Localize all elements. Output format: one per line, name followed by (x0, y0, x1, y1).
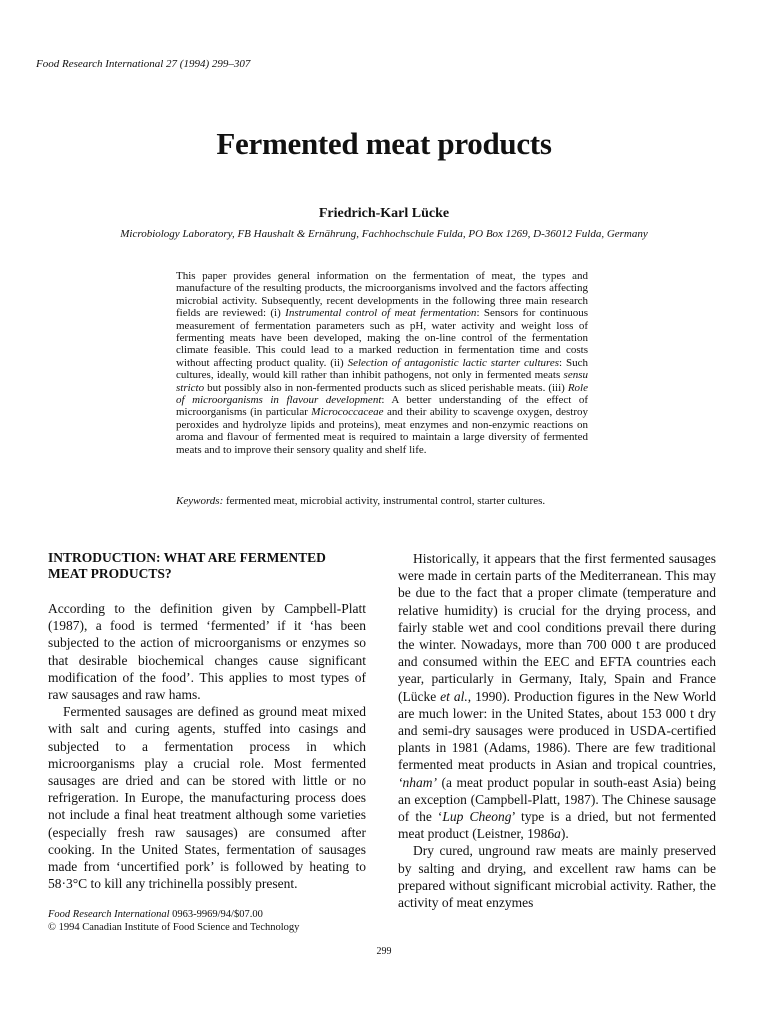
paragraph: Fermented sausages are defined as ground meat mixed with salt and curing agents, stuffed into casings and subjected to a fermentation process in which microorganisms play a crucial role. Most fermented sausages are dried and can be stored with little or no refrigeration. In Europe, the manufacturing process does not include a final heat treatment although some varieties (especially fresh raw sausages) are consumed after cooking. In the United States, fermentation of sausages made from ‘uncertified pork’ is followed by heating to 58·3°C to kill any trichinella possibly present. (48, 704, 366, 892)
paragraph-text: ’ type is a dried, but not fermented meat product (Leistner, 1986 (398, 809, 716, 842)
page-number: 299 (376, 946, 392, 957)
footnote-journal: Food Research International (48, 909, 170, 920)
footnote (48, 909, 299, 934)
abstract-emphasis: Micrococcaceae (311, 406, 384, 419)
footnote-code: 0963-9969/94/$07.00 (169, 909, 263, 920)
abstract-text: : A better understanding of the effect of microorganisms (in particular (176, 394, 588, 419)
paper-title: Fermented meat products (216, 126, 552, 161)
left-column (48, 550, 366, 892)
paragraph (398, 550, 716, 842)
abstract (176, 270, 588, 456)
abstract-text: : Sensors for continuous measurement of fermentation parameters such as pH, water activity and weight loss of fermenting meats have been developed, making the on-line control of the fermentation climate feasible. This could lead to a marked reduction in fermentation time and costs without affecting product quality. (ii) (176, 307, 588, 369)
abstract-text: : Such cultures, ideally, would kill rather than inhibit pathogens, not only in fermented meats (176, 356, 588, 382)
abstract-text: but possibly also in non-fermented products such as sliced perishable meats. (iii) (204, 381, 568, 394)
paragraph-emphasis: et al. (440, 688, 468, 704)
abstract-text: This paper provides general information on the fermentation of meat, the types and manufacture of the resulting products, the microorganisms involved and the factors affecting microbial activity. Subsequently, recent developments in the following three main research fields are reviewed: (i) (176, 270, 588, 320)
paragraph-text: , 1990). Production figures in the New World are much lower: in the United States, about 153 000 t dry and semi-dry sausages were produced in USDA-certified plants in 1981 (Adams, 1986). There are few traditional fermented meat products in Asian and tropical countries, (398, 688, 716, 773)
footnote-journal-line (48, 909, 299, 922)
abstract-emphasis: Instrumental control of meat fermentation (285, 307, 477, 320)
paragraph: Dry cured, unground raw meats are mainly preserved by salting and drying, and excellent raw hams can be prepared without significant microbial activity. Rather, the activity of meat enzymes (398, 843, 716, 911)
abstract-emphasis: sensu stricto (176, 369, 588, 394)
paragraph-text: ). (560, 826, 569, 842)
abstract-emphasis: Selection of antagonistic lactic starter cultures (347, 356, 560, 369)
paragraph-text: (a meat product popular in south-east Asia) being an exception (Campbell-Platt, 1987). The Chinese sausage of the ‘ (398, 774, 716, 825)
right-column (398, 550, 716, 911)
author-affiliation: Microbiology Laboratory, FB Haushalt & Ernährung, Fachhochschule Fulda, PO Box 1269, D-36012 Fulda, Germany (120, 228, 648, 240)
author-name: Friedrich-Karl Lücke (318, 206, 450, 221)
paragraph-emphasis: a (554, 826, 561, 842)
abstract-text: and their ability to scavenge oxygen, destroy peroxides and hydrolyze lipids and proteins), meat enzymes and non-enzymic reactions on aroma and flavour of fermented meat is required to maintain a large diversity of fermented meats and to improve their sensory quality and shelf life. (176, 406, 588, 456)
abstract-emphasis: Role of microorganisms in flavour development (176, 381, 588, 407)
paragraph: According to the definition given by Campbell-Platt (1987), a food is termed ‘fermented’ if it ‘has been subjected to the action of microorganisms or enzymes so that desirable biochemical changes cause significant modification of the food’. This applies to most types of raw sausages and raw hams. (48, 601, 366, 703)
journal-citation: Food Research International 27 (1994) 299–307 (36, 58, 251, 70)
keywords-text: fermented meat, microbial activity, instrumental control, starter cultures. (223, 495, 546, 507)
paragraph-emphasis: Lup Cheong (442, 809, 512, 825)
paragraph-emphasis: ‘nham’ (398, 774, 437, 790)
paragraph-text: Historically, it appears that the first fermented sausages were made in certain parts of the Mediterranean. This may be due to the fact that a proper climate (temperature and relative humidity) is crucial for the drying process, and fairly stable wet and cool conditions prevail there during the winter. Nowadays, more than 700 000 t are produced and consumed within the EEC and EFTA countries each year, particularly in Germany, Italy, Spain and France (Lücke (398, 551, 716, 704)
keywords (176, 495, 588, 507)
keywords-label: Keywords: (176, 495, 224, 507)
section-heading: INTRODUCTION: WHAT ARE FERMENTED MEAT PRODUCTS? (48, 550, 326, 581)
footnote-copyright: © 1994 Canadian Institute of Food Science and Technology (48, 921, 300, 933)
